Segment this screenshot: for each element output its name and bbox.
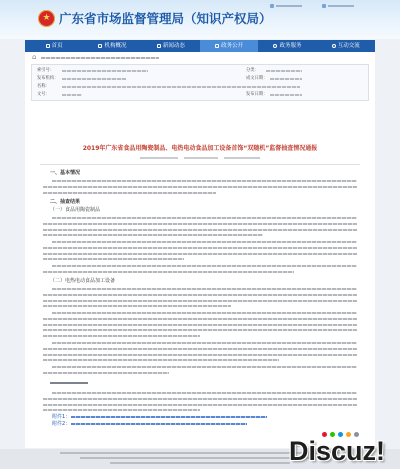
body-text-line [52,265,357,267]
body-text-line [43,409,200,411]
nav-item-label: 互动交流 [337,43,360,49]
body-text-line [43,271,294,273]
footer-text [110,462,290,464]
body-text-line [43,229,357,231]
document-meta-box [31,64,369,101]
attachment-title [71,423,247,425]
section-heading [50,382,88,384]
attachment-prefix: 附件2： [52,421,71,427]
subsection-heading: （一）食品用陶瓷制品 [50,207,101,213]
section-heading: 一、基本情况 [50,170,81,176]
site-header [0,0,400,39]
body-text-line [43,186,357,188]
body-text-line [43,247,357,249]
body-text-line [52,342,357,344]
doc-no-value [62,94,82,96]
body-text-line [43,348,357,350]
body-text-line [43,258,184,260]
font-size-switch[interactable] [224,157,260,159]
doc-no-label: 文号： [37,92,50,97]
building-icon [98,44,102,48]
breadcrumb[interactable] [41,57,159,59]
body-text-line [52,180,357,182]
nav-item-label: 新闻动态 [162,43,185,49]
nav-item-news[interactable] [142,40,200,52]
nav-item-interaction[interactable] [317,40,375,52]
nav-item-label: 政务公开 [221,43,244,49]
body-text-line [43,305,231,307]
service-icon [273,44,277,48]
category-value [266,70,302,72]
body-text-line [52,312,357,314]
discuz-watermark: Discuz! [289,436,386,466]
attachment-link[interactable] [52,414,267,420]
body-text-line [52,366,357,368]
subsection-heading: （二）电热电动食品加工设备 [50,278,116,284]
site-title: 广东省市场监督管理局（知识产权局） [59,11,272,26]
title-divider [40,164,360,165]
index-value [62,70,148,72]
top-link-text [328,5,354,7]
publish-date-label: 发布日期： [246,92,268,97]
body-text-line [43,300,357,302]
category-label: 分类： [246,68,259,73]
body-text-line [43,404,357,406]
body-text-line [43,335,200,337]
document-icon [215,44,219,48]
publish-date-value [270,94,302,96]
attachment-title [71,416,267,418]
article-source [140,157,178,159]
top-link[interactable] [322,3,354,8]
nav-item-services[interactable] [258,40,316,52]
index-label: 索引号： [37,68,55,73]
written-date-value [270,78,302,80]
article-title: 2019年广东省食品用陶瓷制品、电热电动食品加工设备首饰“双随机”监督抽查情况通报 [82,145,318,152]
main-nav [25,40,375,52]
name-value [62,86,300,88]
body-text-line [52,288,357,290]
section-heading: 二、抽查结果 [50,199,81,205]
publisher-value [62,78,126,80]
accessibility-icon [322,4,326,8]
body-text-line [52,392,357,394]
content-panel [25,52,375,448]
link-icon [270,4,274,8]
home-icon [46,44,50,48]
written-date-label: 成文日期： [246,76,268,81]
chat-icon [332,44,336,48]
attachment-prefix: 附件1： [52,414,71,420]
publisher-label: 发布机构： [37,76,59,81]
body-text-line [43,329,357,331]
body-text-line [43,318,357,320]
body-text-line [43,223,357,225]
body-text-line [43,234,263,236]
body-text-line [43,398,357,400]
body-text-line [52,241,357,243]
nav-item-about[interactable] [83,40,141,52]
body-text-line [43,253,357,255]
home-icon[interactable]: ⌂ [32,53,37,61]
body-text-line [43,192,216,194]
nav-item-label: 机构概况 [104,43,127,49]
nav-item-label: 政务服务 [279,43,302,49]
nav-item-home[interactable] [25,40,83,52]
body-text-line [43,372,169,374]
body-text-line [52,217,357,219]
top-link[interactable] [270,3,302,8]
body-text-line [43,359,279,361]
attachment-link[interactable] [52,421,247,427]
body-text-line [43,354,357,356]
top-link-text [276,5,302,7]
name-label: 名称： [37,84,50,89]
nav-item-label: 首页 [51,43,63,49]
footer-text [80,457,320,459]
news-icon [157,44,161,48]
nav-item-gov-info[interactable] [200,40,258,52]
emblem-icon: ★ [38,10,55,27]
article-date [184,157,218,159]
body-text-line [43,324,357,326]
body-text-line [43,294,357,296]
